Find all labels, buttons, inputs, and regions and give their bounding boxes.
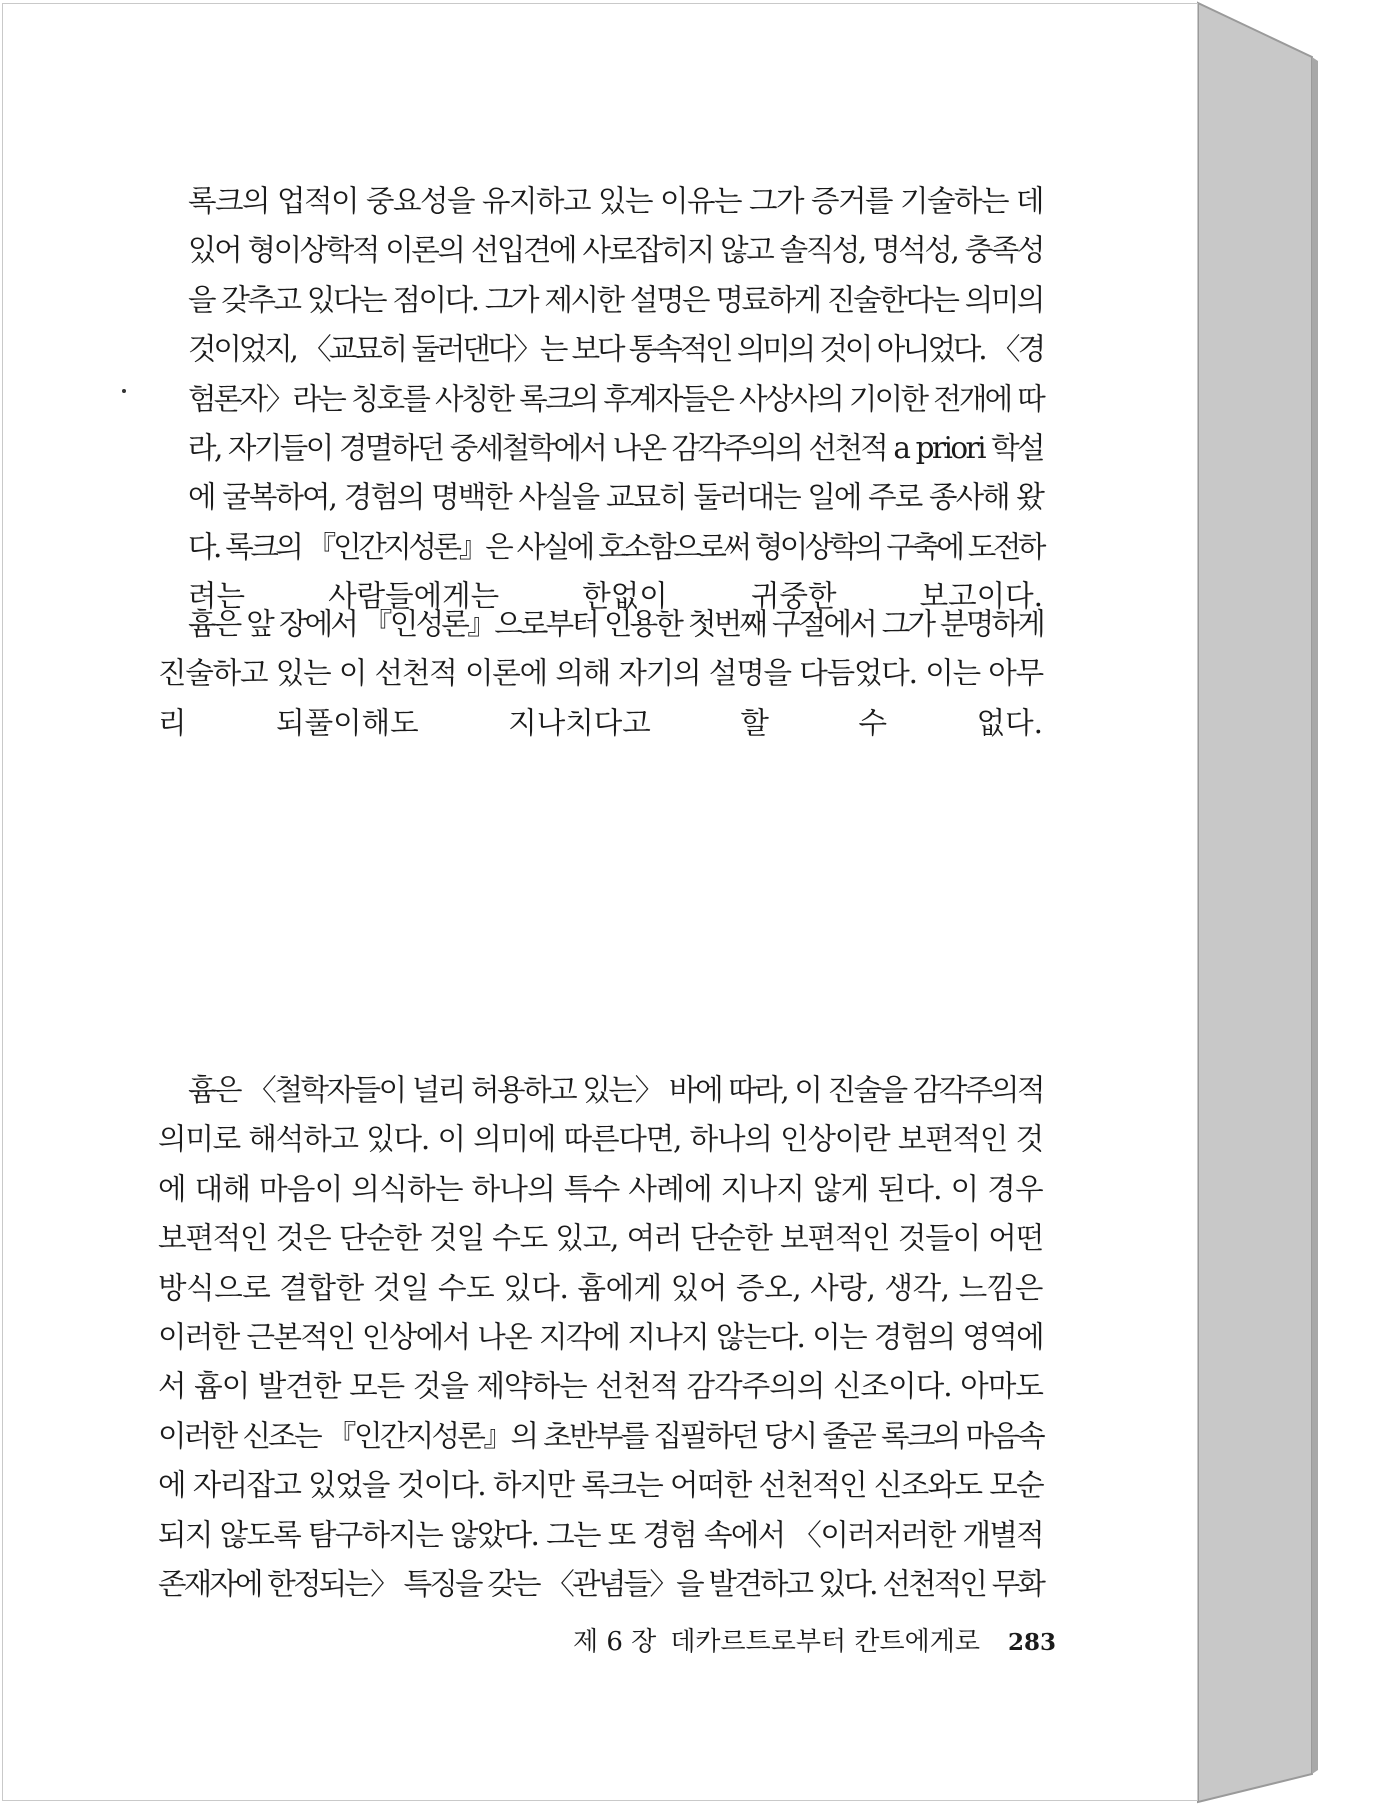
text-line: 에 대해 마음이 의식하는 하나의 특수 사례에 지나지 않게 된다. 이 경우 bbox=[158, 1171, 1043, 1206]
text-line: 이러한 신조는 『인간지성론』의 초반부를 집필하던 당시 줄곧 록크의 마음속 bbox=[158, 1418, 1043, 1453]
text-line: 에 굴복하여, 경험의 명백한 사실을 교묘히 둘러대는 일에 주로 종사해 왔 bbox=[188, 480, 1043, 515]
text-line: 서 흄이 발견한 모든 것을 제약하는 선천적 감각주의의 신조이다. 아마도 bbox=[158, 1369, 1043, 1404]
book-page bbox=[2, 3, 1198, 1801]
page-number: 283 bbox=[1007, 1629, 1056, 1656]
text-line: 있어 형이상학적 이론의 선입견에 사로잡히지 않고 솔직성, 명석성, 충족성 bbox=[188, 233, 1043, 268]
text-line: 흄은 앞 장에서 『인성론』으로부터 인용한 첫번째 구절에서 그가 분명하게 bbox=[188, 607, 1043, 641]
text-line: 흄은 〈철학자들이 널리 허용하고 있는〉 바에 따라, 이 진술을 감각주의적 bbox=[188, 1073, 1043, 1107]
paragraph-2 bbox=[158, 600, 1043, 748]
text-line: 을 갖추고 있다는 점이다. 그가 제시한 설명은 명료하게 진술한다는 의미의 bbox=[188, 282, 1043, 317]
text-line: 것이었지, 〈교묘히 둘러댄다〉는 보다 통속적인 의미의 것이 아니었다. 〈경 bbox=[188, 332, 1043, 367]
text-line: 진술하고 있는 이 선천적 이론에 의해 자기의 설명을 다듬었다. 이는 아무 bbox=[158, 656, 1043, 691]
text-line: 되지 않도록 탐구하지는 않았다. 그는 또 경험 속에서 〈이러저러한 개별적 bbox=[158, 1517, 1043, 1552]
chapter-label: 제 6 장 bbox=[573, 1627, 657, 1657]
margin-mark bbox=[122, 389, 126, 393]
running-footer bbox=[573, 1621, 1056, 1658]
text-line: 다. 록크의 『인간지성론』은 사실에 호소함으로써 형이상학의 구축에 도전하 bbox=[188, 529, 1043, 564]
text-line: 에 자리잡고 있었을 것이다. 하지만 록크는 어떠한 선천적인 신조와도 모순 bbox=[158, 1468, 1043, 1503]
text-line: 록크의 업적이 중요성을 유지하고 있는 이유는 그가 증거를 기술하는 데 bbox=[188, 184, 1043, 218]
text-line: 보편적인 것은 단순한 것일 수도 있고, 여러 단순한 보편적인 것들이 어떤 bbox=[158, 1221, 1043, 1256]
text-line: 방식으로 결합한 것일 수도 있다. 흄에게 있어 증오, 사랑, 생각, 느낌은 bbox=[158, 1270, 1043, 1305]
paragraph-1 bbox=[158, 177, 1043, 622]
text-line-last: 려는 사람들에게는 한없이 귀중한 보고이다. bbox=[188, 579, 1043, 614]
text-line: 존재자에 한정되는〉 특징을 갖는 〈관념들〉을 발견하고 있다. 선천적인 무화 bbox=[158, 1567, 1043, 1602]
paragraph-3 bbox=[158, 1066, 1043, 1609]
text-line: 이러한 근본적인 인상에서 나온 지각에 지나지 않는다. 이는 경험의 영역에 bbox=[158, 1320, 1043, 1355]
text-line-last: 리 되풀이해도 지나치다고 할 수 없다. bbox=[158, 705, 1043, 740]
text-line: 험론자〉라는 칭호를 사칭한 록크의 후계자들은 사상사의 기이한 전개에 따 bbox=[188, 381, 1043, 416]
chapter-title: 데카르트로부터 칸트에게로 bbox=[670, 1627, 980, 1657]
text-line: 라, 자기들이 경멸하던 중세철학에서 나온 감각주의의 선천적 a priori 학설 bbox=[188, 431, 1043, 466]
text-line: 의미로 해석하고 있다. 이 의미에 따른다면, 하나의 인상이란 보편적인 것 bbox=[158, 1122, 1043, 1157]
